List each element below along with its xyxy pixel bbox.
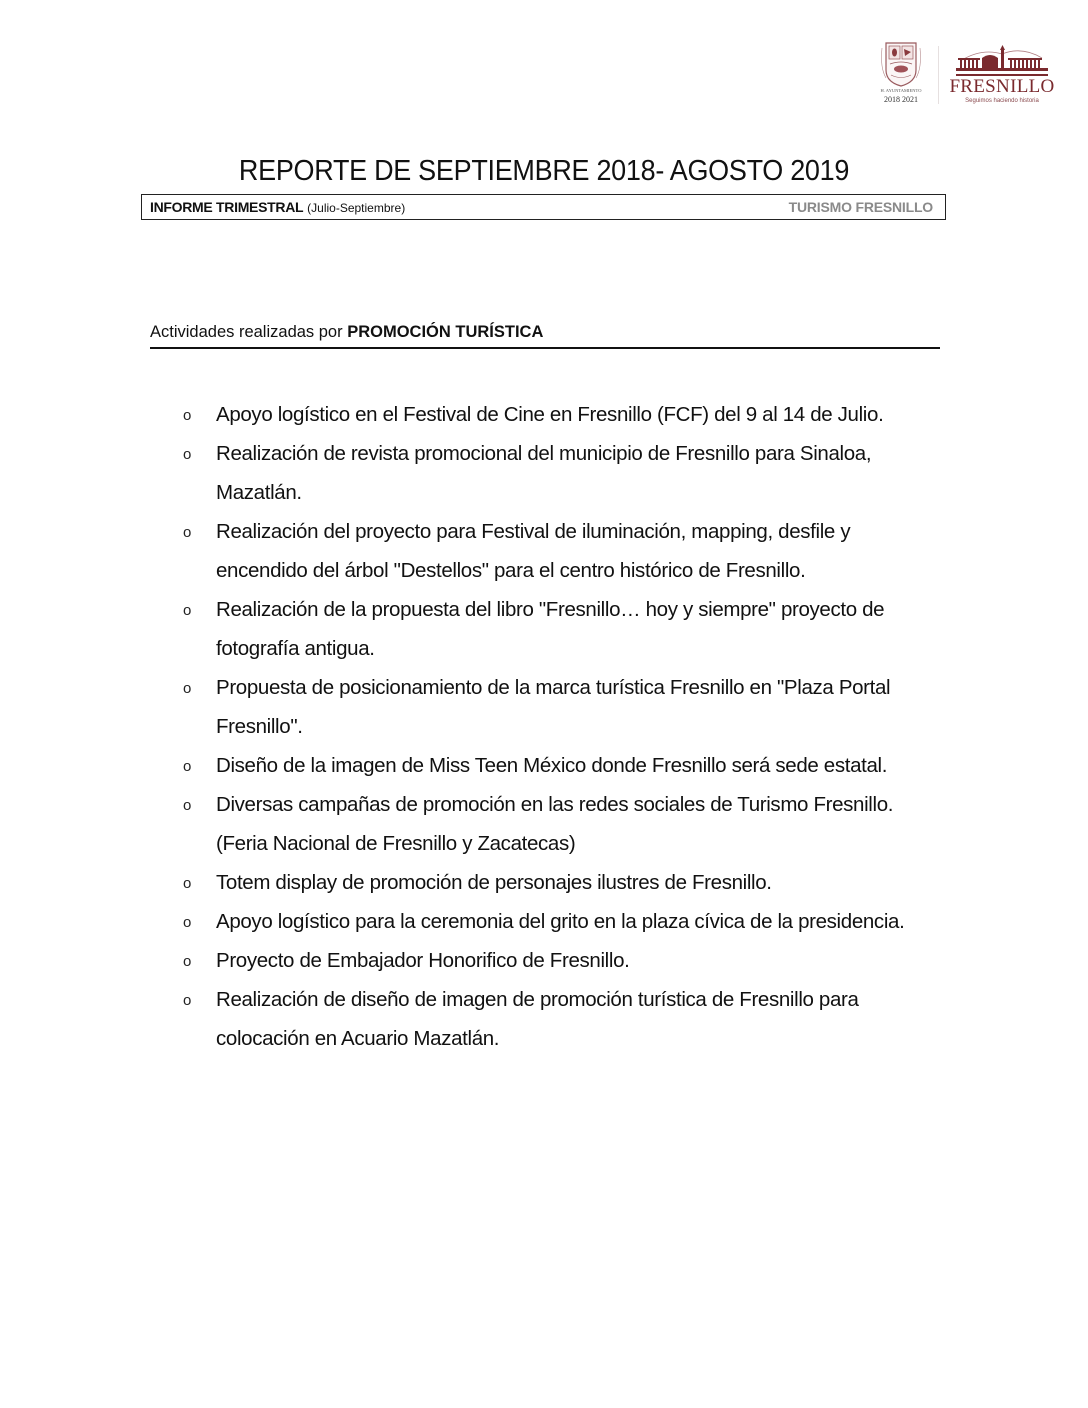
- circle-bullet-icon: o: [183, 953, 191, 970]
- activity-text: Realización de revista promocional del municipio de Fresnillo para Sinaloa, Mazatlán.: [216, 442, 872, 504]
- activity-text: Realización del proyecto para Festival de iluminación, mapping, desfile y encendido del árbol "Destellos" para el centro histórico de Fresnillo.: [216, 520, 851, 582]
- list-item: [180, 902, 940, 941]
- department-name: TURISMO FRESNILLO: [788, 199, 933, 215]
- activity-text: Apoyo logístico en el Festival de Cine en Fresnillo (FCF) del 9 al 14 de Julio.: [216, 403, 884, 426]
- circle-bullet-icon: o: [183, 758, 191, 775]
- circle-bullet-icon: o: [183, 875, 191, 892]
- header-logos: [872, 40, 1058, 110]
- circle-bullet-icon: o: [183, 446, 191, 463]
- report-period: (Julio-Septiembre): [307, 201, 406, 215]
- section-heading-prefix: Actividades realizadas por: [150, 323, 343, 341]
- section-heading-area: PROMOCIÓN TURÍSTICA: [347, 323, 544, 341]
- activity-text: Apoyo logístico para la ceremonia del grito en la plaza cívica de la presidencia.: [216, 910, 905, 933]
- section-heading: [150, 321, 940, 349]
- activity-text: Realización de diseño de imagen de promoción turística de Fresnillo para colocación en Acuario Mazatlán.: [216, 988, 859, 1050]
- seal-caption: H. AYUNTAMIENTO: [880, 88, 922, 93]
- list-item: [180, 746, 940, 785]
- circle-bullet-icon: o: [183, 680, 191, 697]
- circle-bullet-icon: o: [183, 407, 191, 424]
- circle-bullet-icon: o: [183, 992, 191, 1009]
- circle-bullet-icon: o: [183, 602, 191, 619]
- activity-text: Propuesta de posicionamiento de la marca turística Fresnillo en "Plaza Portal Fresnillo".: [216, 676, 891, 738]
- municipal-coat-of-arms-icon: [872, 40, 930, 88]
- report-type: INFORME TRIMESTRAL: [150, 199, 304, 215]
- brand-name: FRESNILLO: [949, 76, 1055, 97]
- municipal-seal-logo: [872, 40, 930, 108]
- activity-text: Diversas campañas de promoción en las redes sociales de Turismo Fresnillo. (Feria Nacional de Fresnillo y Zacatecas): [216, 793, 894, 855]
- activities-list: [180, 395, 940, 1058]
- circle-bullet-icon: o: [183, 797, 191, 814]
- list-item: [180, 785, 940, 863]
- list-item: [180, 980, 940, 1058]
- list-item: [180, 395, 940, 434]
- list-item: [180, 863, 940, 902]
- list-item: [180, 668, 940, 746]
- circle-bullet-icon: o: [183, 914, 191, 931]
- list-item: [180, 590, 940, 668]
- list-item: [180, 941, 940, 980]
- brand-slogan: Seguimos haciendo historia: [965, 98, 1039, 104]
- fresnillo-brand-logo: [948, 44, 1058, 106]
- fresnillo-skyline-logo-icon: [948, 44, 1056, 78]
- document-title: REPORTE DE SEPTIEMBRE 2018- AGOSTO 2019: [238, 155, 850, 187]
- report-type-line: [150, 199, 405, 217]
- list-item: [180, 434, 940, 512]
- report-info-box: [141, 194, 946, 220]
- circle-bullet-icon: o: [183, 524, 191, 541]
- list-item: [180, 512, 940, 590]
- activity-text: Proyecto de Embajador Honorifico de Fresnillo.: [216, 949, 630, 972]
- seal-years: 2018 2021: [884, 95, 918, 104]
- activity-text: Diseño de la imagen de Miss Teen México donde Fresnillo será sede estatal.: [216, 754, 888, 777]
- logo-divider: [938, 46, 939, 104]
- activity-text: Totem display de promoción de personajes ilustres de Fresnillo.: [216, 871, 772, 894]
- activity-text: Realización de la propuesta del libro "Fresnillo… hoy y siempre" proyecto de fotografía antigua.: [216, 598, 885, 660]
